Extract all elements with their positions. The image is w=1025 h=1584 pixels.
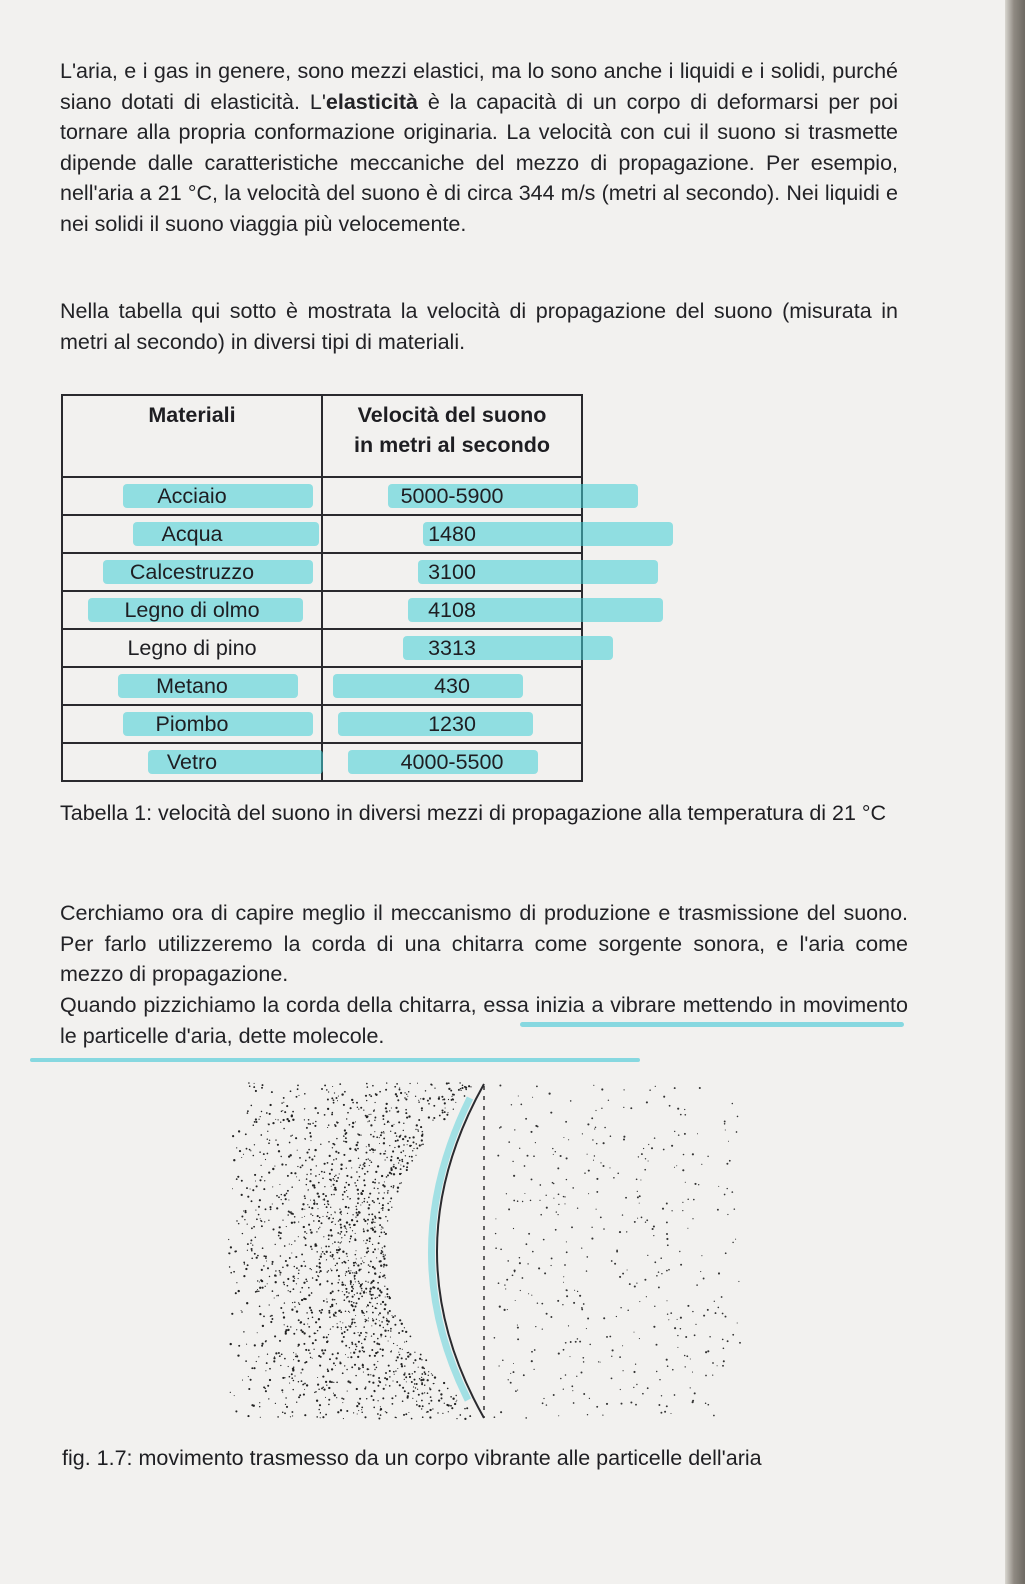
speed-cell: 3313 — [322, 629, 582, 667]
table-row — [62, 705, 582, 743]
table-header-row — [62, 395, 582, 477]
table-row — [62, 743, 582, 781]
intro-paragraph: L'aria, e i gas in genere, sono mezzi elastici, ma lo sono anche i liquidi e i solidi, purché siano dotati di elasticità. L'elasticità è la capacità di un corpo di deformarsi per poi tornare alla propria conformazione originaria. La velocità con cui il suono si trasmette dipende dalle caratteristiche meccaniche del mezzo di propagazione. Per esempio, nell'aria a 21 °C, la velocità del suono è di circa 344 m/s (metri al secondo). Nei liquidi e nei solidi il suono viaggia più velocemente. — [60, 59, 898, 236]
material-cell: Acqua — [62, 515, 322, 553]
rarefied-air-particles — [494, 1085, 741, 1419]
highlighter-underline — [30, 1058, 640, 1062]
speed-cell: 430 — [322, 667, 582, 705]
header-materials: Materiali — [62, 395, 322, 477]
sound-speed-table — [61, 394, 583, 782]
mechanism-paragraph: Cerchiamo ora di capire meglio il meccanismo di produzione e trasmissione del suono. Per farlo utilizzeremo la corda di una chitarra come sorgente sonora, e l'aria come mezzo di propagazione. — [60, 901, 908, 986]
material-cell: Vetro — [62, 743, 322, 781]
vibrating-string-figure — [222, 1080, 744, 1422]
speed-cell: 4000-5500 — [322, 743, 582, 781]
material-cell: Piombo — [62, 705, 322, 743]
table-row — [62, 667, 582, 705]
compressed-air-particles — [228, 1082, 472, 1420]
elasticity-term: elasticità — [325, 89, 418, 114]
table-row — [62, 515, 582, 553]
speed-cell: 1480 — [322, 515, 582, 553]
table-row — [62, 629, 582, 667]
material-cell: Legno di pino — [62, 629, 322, 667]
table-intro-paragraph: Nella tabella qui sotto è mostrata la velocità di propagazione del suono (misurata in metri al secondo) in diversi tipi di materiali. — [60, 299, 898, 354]
speed-cell: 5000-5900 — [322, 477, 582, 515]
material-cell: Acciaio — [62, 477, 322, 515]
speed-cell: 1230 — [322, 705, 582, 743]
speed-cell: 3100 — [322, 553, 582, 591]
table-row — [62, 477, 582, 515]
material-cell: Metano — [62, 667, 322, 705]
speed-cell: 4108 — [322, 591, 582, 629]
table-row — [62, 591, 582, 629]
table-caption: Tabella 1: velocità del suono in diversi mezzi di propagazione alla temperatura di 21 °C — [60, 801, 887, 825]
highlighter-mark — [133, 522, 319, 546]
guitar-paragraph: Quando pizzichiamo la corda della chitarra, essa inizia a vibrare mettendo in movimento le particelle d'aria, dette molecole. — [60, 993, 908, 1048]
material-cell: Legno di olmo — [62, 591, 322, 629]
material-cell: Calcestruzzo — [62, 553, 322, 591]
vibrating-string — [437, 1084, 484, 1418]
highlighter-underline — [520, 1022, 904, 1027]
table-row — [62, 553, 582, 591]
figure-caption: fig. 1.7: movimento trasmesso da un corpo vibrante alle particelle dell'aria — [62, 1446, 762, 1470]
page-edge — [1005, 0, 1025, 1584]
header-speed: Velocità del suono in metri al secondo — [322, 395, 582, 477]
highlighter-mark — [333, 674, 523, 698]
